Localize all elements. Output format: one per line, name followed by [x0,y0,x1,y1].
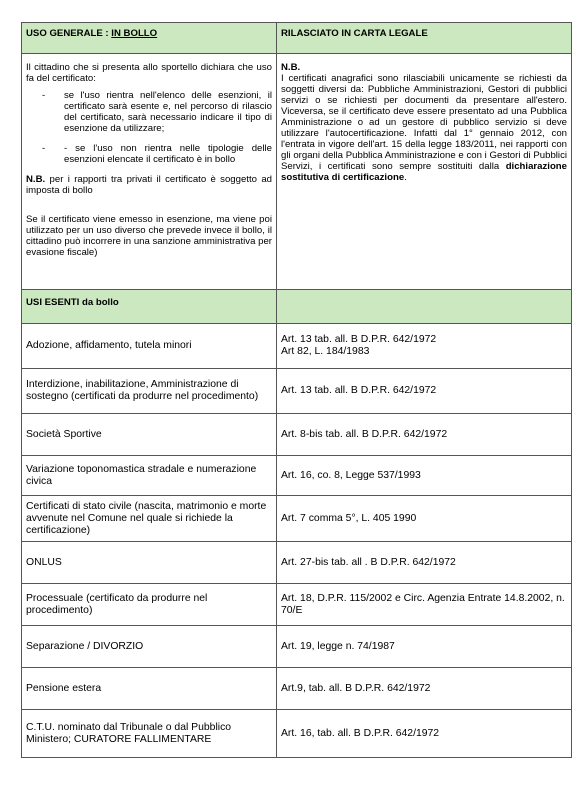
header-general-use [22,23,277,54]
general-info-row [22,54,572,290]
nb-label: N.B. [26,174,46,185]
use-cell: Interdizione, inabilitazione, Amministrazione di sostegno (certificati da produrre nel procedimento) [22,369,277,414]
nb-text: per i rapporti tra privati il certificato è soggetto ad imposta di bollo [26,174,272,196]
table-row [22,542,572,584]
reference-cell: Art. 13 tab. all. B D.P.R. 642/1972 [277,369,572,414]
right-text: I certificati anagrafici sono rilasciabili unicamente se richiesti da soggetti diversi da: Pubbliche Amministrazioni, Gestori di pubblici servizi o se richiesti per documenti da presentare all'estero. Viceversa, se il certificato deve essere presentato ad una Pubblica Amministrazione o ad un gestore di pubblico servizio si deve utilizzare l'autocertificazione. Infatti dal 1° gennaio 2012, con l'entrata in vigore dell'art. 15 della legge 183/2011, nei rapporti con gli organi della Pubblica Amministrazione e con i Gestori di Pubblici Servizi, i certificati sono sempre sostituiti dalla [281,73,567,172]
exempt-header-row [22,290,572,324]
right-nb-title: N.B. [281,62,301,73]
table-row [22,710,572,758]
table-row [22,414,572,456]
use-cell: Adozione, affidamento, tutela minori [22,324,277,369]
reference-cell: Art. 19, legge n. 74/1987 [277,626,572,668]
table-row [22,668,572,710]
use-cell: Processuale (certificato da produrre nel procedimento) [22,584,277,626]
bullet-text: se l'uso rientra nell'elenco delle esenzioni, il certificato sarà esente e, nel percorso di rilascio del certificato, sarà necessario indicare il tipo di esenzione da utilizzare; [64,90,272,134]
use-cell: Società Sportive [22,414,277,456]
general-intro: Il cittadino che si presenta allo sportello dichiara che uso fa del certificato: [26,62,272,84]
table-row [22,456,572,496]
table-row [22,369,572,414]
right-nb-text [281,73,567,183]
general-warning: Se il certificato viene emesso in esenzione, ma viene poi utilizzato per un uso diverso che prevede invece il bollo, il cittadino può incorrere in una sanzione amministrativa per evasione fiscale) [26,214,272,258]
bullet-text: - se l'uso non rientra nelle tipologie delle esenzioni elencate il certificato è in bollo [64,143,272,165]
use-cell: Certificati di stato civile (nascita, matrimonio e morte avvenute nel Comune nel quale si richiede la certificazione) [22,496,277,542]
reference-cell: Art. 16, co. 8, Legge 537/1993 [277,456,572,496]
use-cell: C.T.U. nominato dal Tribunale o dal Pubblico Ministero; CURATORE FALLIMENTARE [22,710,277,758]
general-bullet-list [26,90,272,165]
general-instructions [22,54,277,290]
table-row [22,584,572,626]
reference-cell: Art. 18, D.P.R. 115/2002 e Circ. Agenzia Entrate 14.8.2002, n. 70/E [277,584,572,626]
table-row [22,626,572,668]
use-cell: Variazione toponomastica stradale e numerazione civica [22,456,277,496]
reference-cell: Art. 16, tab. all. B D.P.R. 642/1972 [277,710,572,758]
exempt-header-empty [277,290,572,324]
reference-cell: Art. 8-bis tab. all. B D.P.R. 642/1972 [277,414,572,456]
use-cell: Pensione estera [22,668,277,710]
table-row [22,496,572,542]
list-item: - se l'uso rientra nell'elenco delle esenzioni, il certificato sarà esente e, nel percorso di rilascio del certificato, sarà necessario indicare il tipo di esenzione da utilizzare; [42,90,272,134]
header-underlined-label: IN BOLLO [111,28,158,39]
header-label: USO GENERALE : [26,28,112,39]
right-text-bold: dichiarazione sostitutiva di certificazione [281,161,567,183]
right-text-end: . [404,172,407,183]
reference-cell: Art.9, tab. all. B D.P.R. 642/1972 [277,668,572,710]
table-row [22,324,572,369]
use-cell: ONLUS [22,542,277,584]
reference-cell: Art. 27-bis tab. all . B D.P.R. 642/1972 [277,542,572,584]
reference-cell: Art. 7 comma 5°, L. 405 1990 [277,496,572,542]
table-header-row [22,23,572,54]
general-nb [26,174,272,196]
use-cell: Separazione / DIVORZIO [22,626,277,668]
certificate-usage-table [21,22,572,758]
exempt-header: USI ESENTI da bollo [22,290,277,324]
reference-cell: Art. 13 tab. all. B D.P.R. 642/1972 Art 82, L. 184/1983 [277,324,572,369]
header-legal-paper: RILASCIATO IN CARTA LEGALE [277,23,572,54]
legal-paper-note [277,54,572,290]
list-item: - - se l'uso non rientra nelle tipologie delle esenzioni elencate il certificato è in bollo [42,143,272,165]
